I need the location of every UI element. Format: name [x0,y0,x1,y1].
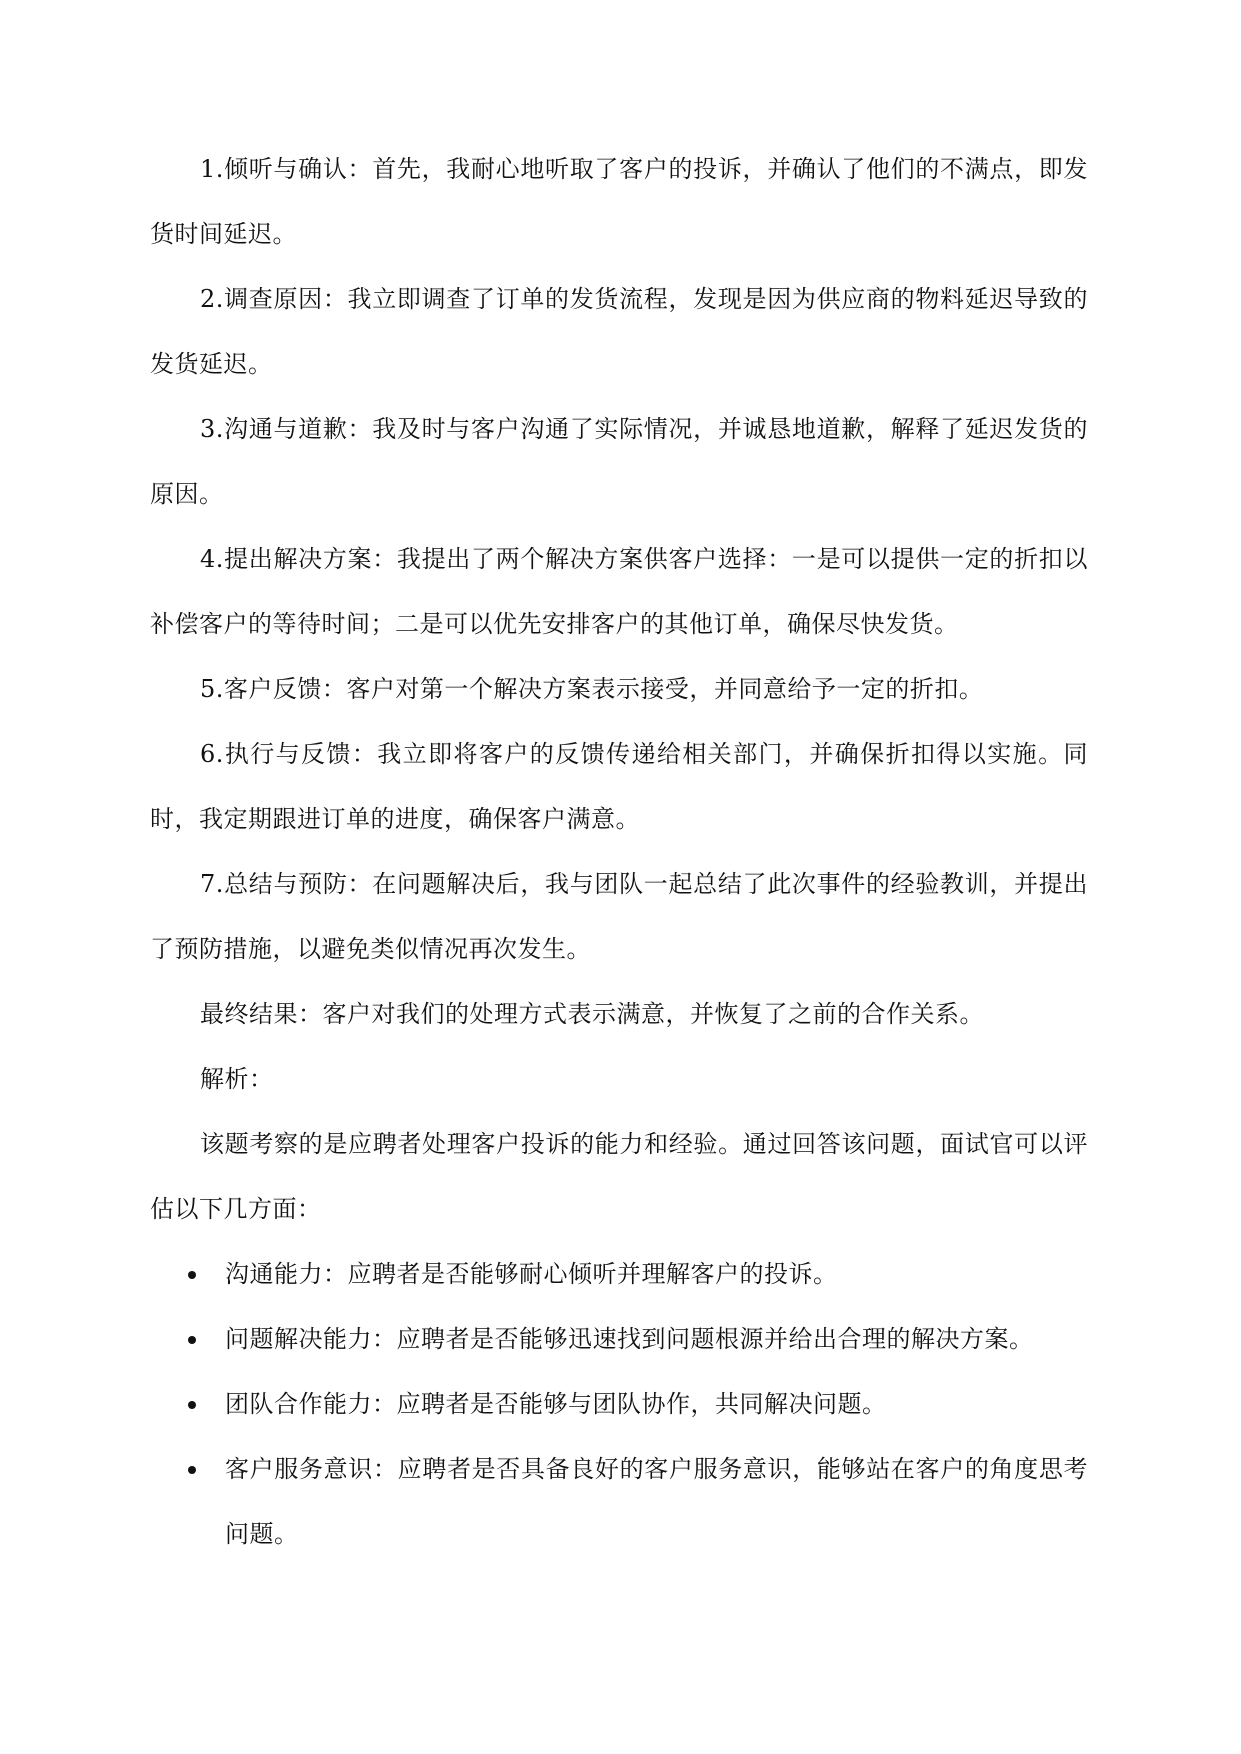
final-result-paragraph: 最终结果：客户对我们的处理方式表示满意，并恢复了之前的合作关系。 [200,1000,984,1028]
list-item [150,1437,1088,1567]
bullet-icon [188,1466,196,1474]
step-7-paragraph: 7.总结与预防：在问题解决后，我与团队一起总结了此次事件的经验教训，并提出了预防措施，以避免类似情况再次发生。 [150,870,1088,963]
bullet-icon [188,1401,196,1409]
list-item-text: 问题解决能力：应聘者是否能够迅速找到问题根源并给出合理的解决方案。 [225,1325,1034,1353]
step-6-paragraph: 6.执行与反馈：我立即将客户的反馈传递给相关部门，并确保折扣得以实施。同时，我定期跟进订单的进度，确保客户满意。 [150,740,1088,833]
list-item-text: 沟通能力：应聘者是否能够耐心倾听并理解客户的投诉。 [225,1260,838,1288]
list-item [150,1307,1088,1372]
list-item-text: 团队合作能力：应聘者是否能够与团队协作，共同解决问题。 [225,1390,887,1418]
step-1-paragraph: 1.倾听与确认：首先，我耐心地听取了客户的投诉，并确认了他们的不满点，即发货时间延迟。 [150,155,1088,248]
step-4-paragraph: 4.提出解决方案：我提出了两个解决方案供客户选择：一是可以提供一定的折扣以补偿客户的等待时间；二是可以优先安排客户的其他订单，确保尽快发货。 [150,545,1088,638]
list-item [150,1242,1088,1307]
analysis-paragraph: 该题考察的是应聘者处理客户投诉的能力和经验。通过回答该问题，面试官可以评估以下几方面： [150,1130,1088,1223]
list-item [150,1372,1088,1437]
document-body [150,137,1088,1567]
bullet-icon [188,1271,196,1279]
step-2-paragraph: 2.调查原因：我立即调查了订单的发货流程，发现是因为供应商的物料延迟导致的发货延迟。 [150,285,1088,378]
evaluation-list [150,1242,1088,1567]
step-5-paragraph: 5.客户反馈：客户对第一个解决方案表示接受，并同意给予一定的折扣。 [200,675,984,703]
list-item-text: 客户服务意识：应聘者是否具备良好的客户服务意识，能够站在客户的角度思考问题。 [225,1455,1088,1548]
analysis-heading: 解析： [200,1065,274,1093]
step-3-paragraph: 3.沟通与道歉：我及时与客户沟通了实际情况，并诚恳地道歉，解释了延迟发货的原因。 [150,415,1088,508]
bullet-icon [188,1336,196,1344]
